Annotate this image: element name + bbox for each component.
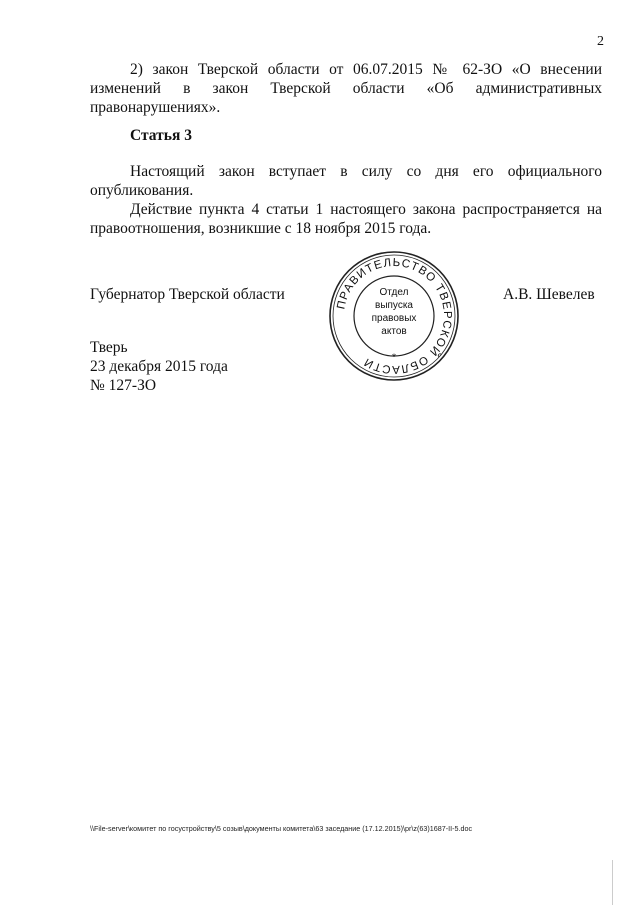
seal-line-2: выпуска (375, 300, 413, 311)
page-number: 2 (597, 34, 604, 49)
signatory-name: А.В. Шевелев (503, 286, 595, 303)
footer-file-path: \\File-server\комитет по госустройству\5 созыв\документы комитета\63 заседание (17.12.2015)\pr\z(63)1687-II-5.doc (90, 824, 473, 833)
seal-line-1: Отдел (379, 287, 409, 298)
law-number: № 127-ЗО (90, 377, 157, 394)
item-2-paragraph: 2) закон Тверской области от 06.07.2015 № 62-ЗО «О внесении изменений в закон Тверской области «Об административных правонарушениях». (90, 61, 602, 116)
article-heading: Статья 3 (130, 127, 192, 144)
scan-edge-line (612, 860, 613, 905)
signatory-title: Губернатор Тверской области (90, 286, 285, 303)
seal-ring-text: ПРАВИТЕЛЬСТВО ТВЕРСКОЙ ОБЛАСТИ (335, 256, 454, 376)
seal-line-4: актов (381, 326, 407, 337)
seal-line-3: правовых (371, 313, 417, 324)
article-paragraph-1: Настоящий закон вступает в силу со дня его официального опубликования. (90, 163, 602, 199)
article-paragraph-2: Действие пункта 4 статьи 1 настоящего закона распространяется на правоотношения, возникшие с 18 ноября 2015 года. (90, 201, 602, 237)
seal-center-text (356, 286, 432, 338)
official-seal (326, 248, 462, 384)
place-date: 23 декабря 2015 года (90, 358, 228, 375)
place-city: Тверь (90, 339, 128, 356)
seal-star: * (391, 352, 397, 362)
